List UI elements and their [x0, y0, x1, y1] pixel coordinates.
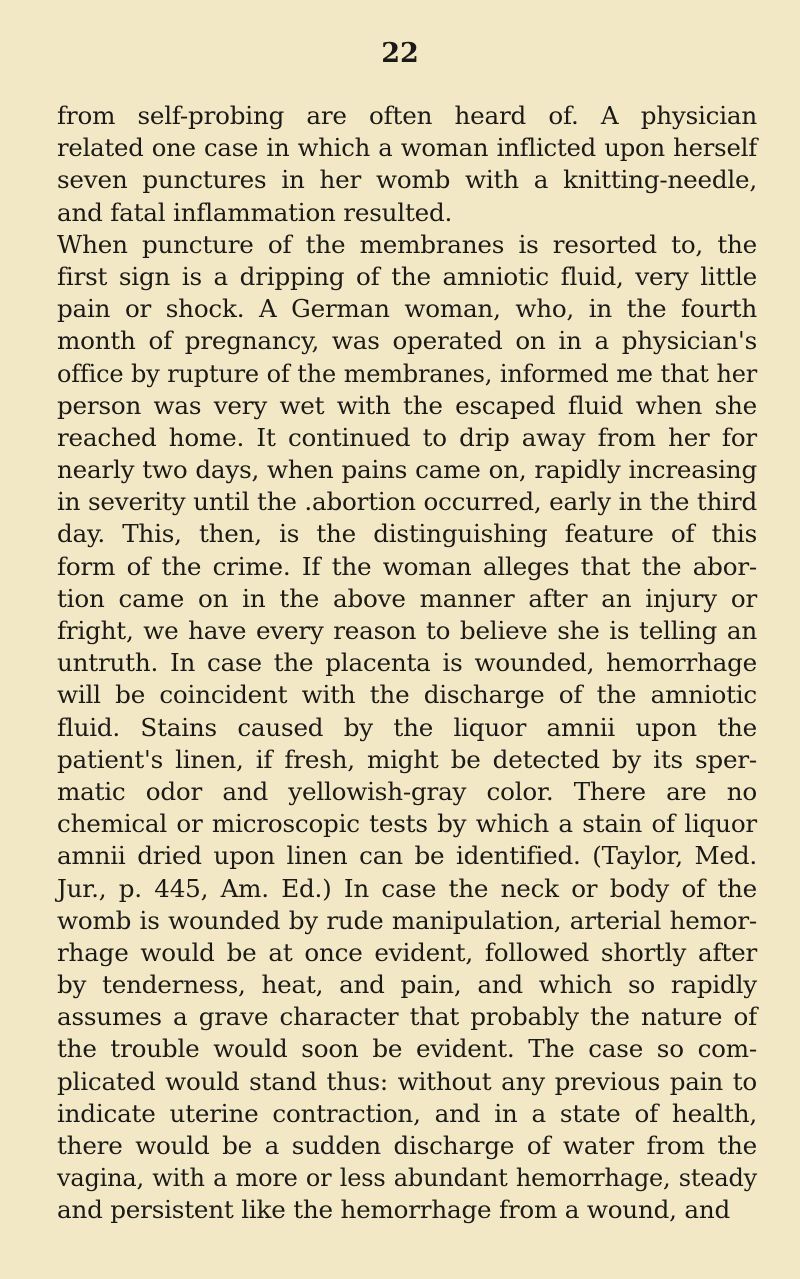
text-line: person was very wet with the escaped fluid when she	[57, 390, 757, 420]
text-line: by tenderness, heat, and pain, and which so rapidly	[57, 970, 757, 1000]
text-line: Jur., p. 445, Am. Ed.) In case the neck or body of the	[57, 873, 757, 903]
text-line: in severity until the .abortion occurred, early in the third	[57, 487, 757, 517]
text-line: day. This, then, is the distinguishing feature of this	[57, 519, 757, 549]
text-line: patient's linen, if fresh, might be detected by its sper-	[57, 744, 757, 774]
text-line: and fatal inflammation resulted.	[57, 197, 453, 227]
text-line: there would be a sudden discharge of water from the	[57, 1131, 757, 1160]
text-line: first sign is a dripping of the amniotic fluid, very little	[57, 261, 757, 291]
text-line: from self-probing are often heard of. A physician	[57, 101, 757, 130]
text-line: pain or shock. A German woman, who, in the fourth	[57, 294, 757, 324]
text-line: form of the crime. If the woman alleges that the abor-	[57, 551, 757, 581]
text-line: matic odor and yellowish-gray color. There are no	[57, 776, 757, 806]
text-line: chemical or microscopic tests by which a stain of liquor	[57, 809, 757, 839]
text-line: indicate uterine contraction, and in a state of health,	[57, 1098, 757, 1128]
text-line: month of pregnancy, was operated on in a physician's	[57, 326, 757, 356]
page-number: 22	[381, 38, 419, 69]
text-line: assumes a grave character that probably the nature of	[57, 1002, 757, 1032]
text-line: fluid. Stains caused by the liquor amnii upon the	[57, 712, 757, 742]
text-line: amnii dried upon linen can be identified. (Taylor, Med.	[57, 841, 757, 871]
text-line: fright, we have every reason to believe she is telling an	[57, 616, 757, 645]
text-line: womb is wounded by rude manipulation, arterial hemor-	[57, 905, 757, 935]
text-line: untruth. In case the placenta is wounded, hemorrhage	[57, 648, 757, 678]
text-line: vagina, with a more or less abundant hemorrhage, steady	[57, 1164, 757, 1193]
text-line: plicated would stand thus: without any previous pain to	[57, 1066, 757, 1096]
text-line: seven punctures in her womb with a knitting-needle,	[57, 165, 757, 195]
body-text	[57, 100, 757, 1227]
text-line: rhage would be at once evident, followed shortly after	[57, 937, 757, 967]
text-line: When puncture of the membranes is resorted to, the	[57, 229, 757, 259]
text-line: reached home. It continued to drip away from her for	[57, 422, 757, 452]
text-line: and persistent like the hemorrhage from a wound, and	[57, 1195, 731, 1225]
text-line: tion came on in the above manner after an injury or	[57, 583, 757, 613]
text-line: nearly two days, when pains came on, rapidly increasing	[57, 455, 757, 485]
text-line: related one case in which a woman inflicted upon herself	[57, 133, 757, 163]
text-line: the trouble would soon be evident. The case so com-	[57, 1034, 757, 1064]
text-line: will be coincident with the discharge of the amniotic	[57, 680, 757, 710]
text-line: office by rupture of the membranes, informed me that her	[57, 359, 757, 388]
